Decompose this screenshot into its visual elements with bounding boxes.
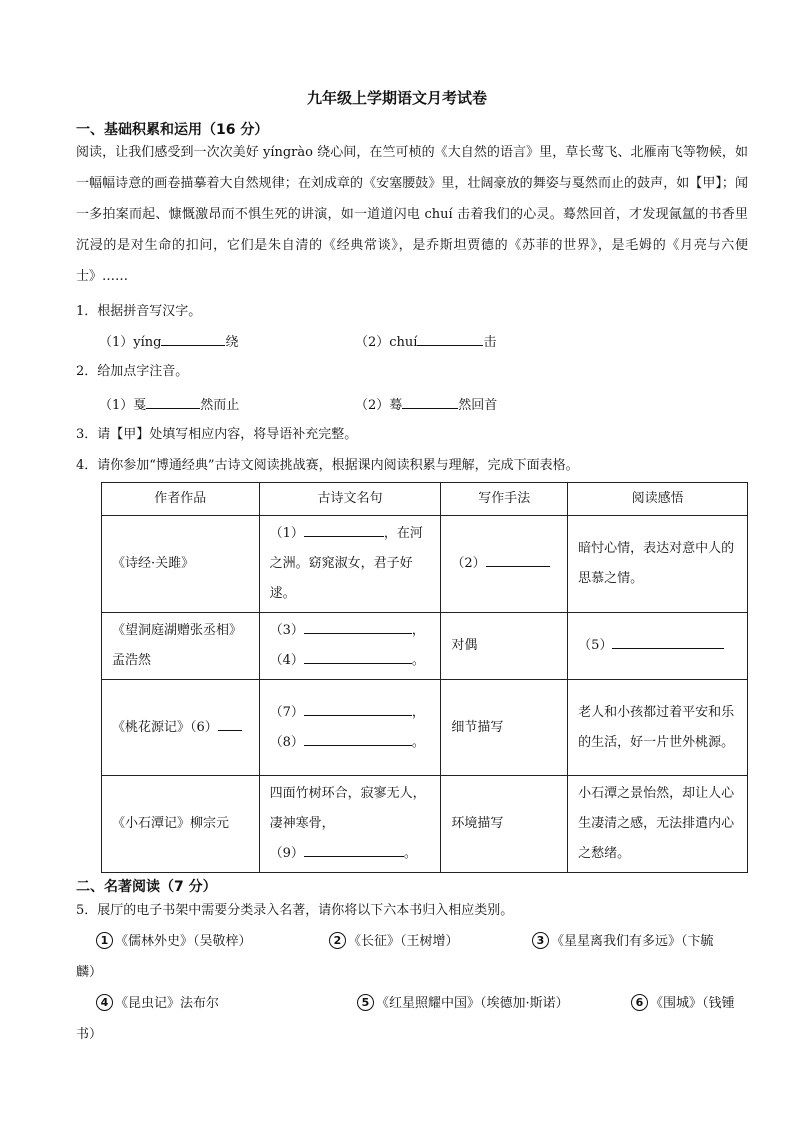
book-item (532, 932, 714, 952)
line-8-punct: 。 (411, 734, 425, 750)
q2-item-1-suffix: 然而止 (200, 398, 240, 413)
reading-passage: 阅读，让我们感受到一次次美好 yíngrào 绕心间，在竺可桢的《大自然的语言》里，草长莺飞、北雁南飞等物候，如一幅幅诗意的画卷描摹着大自然规律；在刘成章的《安塞腰鼓》里，壮阔豪放的舞姿与戛然而止的鼓声，如【甲】；闻一多拍案而起、慷慨激昂而不惧生死的讲演，如一道道闪电 chuí 击着我们的心灵。蓦然回首，才发现氤氲的书香里沉浸的是对生命的扣问，它们是朱自清的《经典常谈》，是乔斯坦贾德的《苏菲的世界》，是毛姆的《月亮与六便士》…… (76, 145, 748, 284)
circled-number-icon: 1 (96, 932, 113, 949)
line-7-label: （7） (269, 704, 304, 720)
line-9-label: （9） (269, 846, 304, 861)
blank-9[interactable] (304, 842, 404, 857)
book-item (96, 932, 252, 952)
book-title: 《昆虫记》法布尔 (115, 996, 220, 1011)
circled-number-icon: 6 (631, 994, 648, 1011)
table-header-row (102, 483, 748, 516)
line-8-label: （8） (269, 734, 304, 750)
book-title: 《围城》（钱锺 (650, 996, 735, 1011)
line-9-punct: 。 (403, 846, 417, 861)
q2-blank-2[interactable] (402, 394, 458, 409)
section-2-heading: 二、名著阅读（7 分） (76, 879, 217, 895)
insight-cell: 老人和小孩都过着平安和乐的生活，好一片世外桃源。 (568, 680, 748, 776)
q2-item-2 (355, 394, 497, 416)
line-3-punct: ， (411, 623, 425, 638)
q1-blank-1[interactable] (161, 331, 225, 346)
q1-item-2-suffix: 击 (483, 335, 497, 350)
book-item (357, 994, 569, 1014)
table-row (102, 680, 748, 776)
circled-number-icon: 2 (329, 932, 346, 949)
book-title: 《儒林外史》（吴敬梓） (115, 934, 252, 949)
blank-5[interactable] (612, 634, 724, 649)
table-header-cell: 写作手法 (441, 483, 568, 516)
quote-cell (259, 680, 441, 776)
line-4 (270, 646, 431, 676)
book-title: 《红星照耀中国》（埃德加·斯诺） (376, 996, 569, 1011)
q2-item-2-label: （2）蓦 (355, 398, 403, 413)
line-3-label: （3） (269, 623, 304, 638)
table-header-cell: 古诗文名句 (259, 483, 441, 516)
work-6-label: 《桃花源记》（6） (112, 719, 218, 735)
book-item (96, 994, 219, 1014)
q1-blank-2[interactable] (417, 331, 483, 346)
line-4-punct: 。 (411, 653, 425, 668)
blank-7[interactable] (304, 701, 412, 716)
section-1-heading: 一、基础积累和运用（16 分） (76, 122, 269, 138)
line-4-label: （4） (269, 653, 304, 668)
work-cell: 《望洞庭湖赠张丞相》孟浩然 (102, 613, 260, 680)
circled-number-icon: 5 (357, 994, 374, 1011)
table-row (102, 516, 748, 613)
blank-4[interactable] (304, 649, 412, 664)
question-1: 1．根据拼音写汉字。 (76, 304, 202, 319)
q2-item-2-suffix: 然回首 (458, 398, 498, 413)
blank-6[interactable] (218, 716, 242, 731)
line-8 (270, 728, 431, 758)
technique-cell: 细节描写 (441, 680, 568, 776)
quote-1-rest: ，在河之洲。窈窕淑女，君子好逑。 (269, 526, 423, 601)
line-7 (270, 698, 431, 728)
line-7-punct: ， (411, 704, 425, 720)
page-title: 九年级上学期语文月考试卷 (306, 89, 487, 107)
book-title: 《星星离我们有多远》（卞毓 (551, 934, 714, 949)
blank-1[interactable] (304, 522, 384, 537)
insight-5-label: （5） (578, 638, 613, 653)
table-header-cell: 阅读感悟 (568, 483, 748, 516)
q1-item-1-label: （1）yíng (99, 335, 162, 350)
insight-cell (568, 613, 748, 680)
technique-cell: 环境描写 (441, 776, 568, 873)
q1-item-1-suffix: 绕 (225, 335, 239, 350)
technique-2-label: （2） (451, 556, 486, 571)
book-item (329, 932, 459, 952)
book-title: 《长征》（王树增） (348, 934, 459, 949)
book-title-continued: 麟） (76, 965, 103, 980)
quote-1-label: （1） (269, 526, 304, 541)
q2-item-1-label: （1）戛 (99, 398, 147, 413)
technique-cell (441, 516, 568, 613)
question-5: 5．展厅的电子书架中需要分类录入名著，请你将以下六本书归入相应类别。 (76, 903, 514, 918)
work-cell: 《诗经·关雎》 (102, 516, 260, 613)
quote-cell (259, 613, 441, 680)
question-3: 3．请【甲】处填写相应内容，将导语补充完整。 (76, 427, 358, 442)
work-cell: 《小石潭记》柳宗元 (102, 776, 260, 873)
circled-number-icon: 4 (96, 994, 113, 1011)
table-row (102, 776, 748, 873)
question-4: 4．请你参加“博通经典”古诗文阅读挑战赛，根据课内阅读积累与理解，完成下面表格。 (76, 458, 579, 473)
insight-cell: 暗忖心情，表达对意中人的思慕之情。 (568, 516, 748, 613)
blank-3[interactable] (304, 619, 412, 634)
q1-item-2-label: （2）chuí (355, 335, 418, 350)
book-title-continued: 书） (76, 1027, 103, 1042)
table-header-cell: 作者作品 (102, 483, 260, 516)
q2-blank-1[interactable] (146, 394, 200, 409)
quote-cell (259, 776, 441, 873)
line-3 (270, 616, 431, 646)
q1-item-1 (99, 331, 238, 353)
book-item (631, 994, 735, 1014)
q1-item-2 (355, 331, 496, 353)
quote-cell (259, 516, 441, 613)
insight-cell: 小石潭之景怡然，却让人心生凄清之感，无法排遣内心之愁绪。 (568, 776, 748, 873)
poetry-table (101, 482, 748, 873)
table-row (102, 613, 748, 680)
blank-2[interactable] (486, 552, 550, 567)
quote-4-text: 四面竹树环合，寂寥无人，凄神寒骨， (269, 786, 426, 831)
q2-item-1 (99, 394, 239, 416)
work-cell (102, 680, 260, 776)
technique-cell: 对偶 (441, 613, 568, 680)
blank-8[interactable] (304, 731, 412, 746)
question-2: 2．给加点字注音。 (76, 364, 189, 379)
circled-number-icon: 3 (532, 932, 549, 949)
